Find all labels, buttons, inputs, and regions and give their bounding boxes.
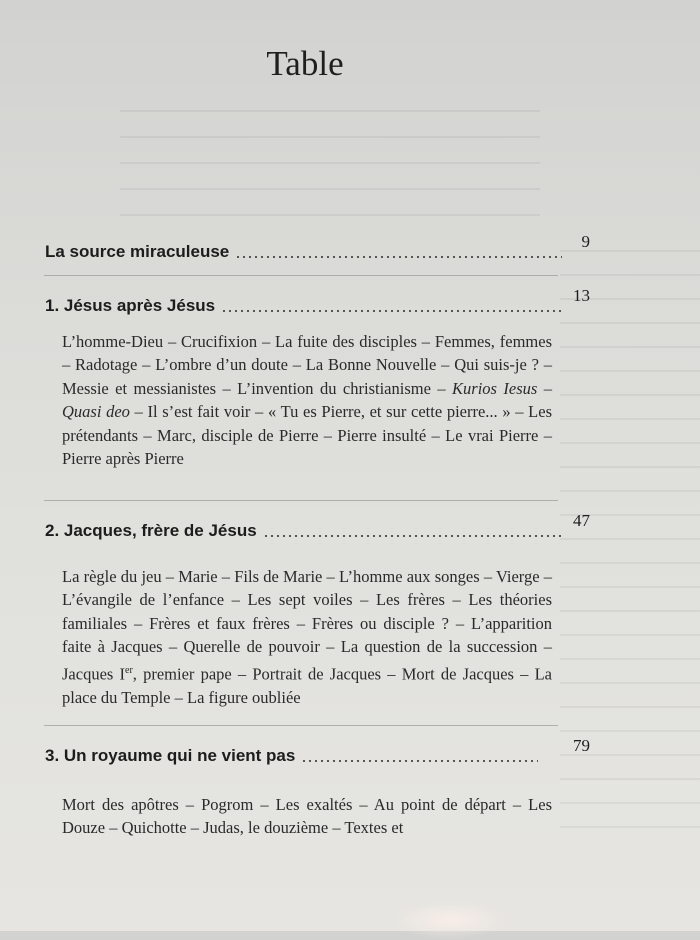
light-glare xyxy=(390,900,510,940)
ordinal-superscript: er xyxy=(125,664,133,676)
dot-leader xyxy=(221,310,562,312)
chapter-2-summary: La règle du jeu – Marie – Fils de Marie – L’homme aux songes – Vierge – L’évangile de l’enfance – Les sept voiles – Les frères – Les théories familiales – Frères et faux frères – Frères ou disciple ? – L’apparition faite à Jacques – Querelle de pouvoir – La question de la succession – Jacques Ier, premier pape – Portrait de Jacques – Mort de Jacques – La place du Temple – La figure oubliée xyxy=(62,567,552,707)
bleed-through-shading xyxy=(120,110,540,230)
toc-entry-chapter-2 xyxy=(45,511,590,541)
page-title: Table xyxy=(266,44,344,83)
toc-entry-label: 1. Jésus après Jésus xyxy=(45,296,216,315)
toc-entry-page-number: 79 xyxy=(573,736,590,755)
toc-entry-chapter-1 xyxy=(45,286,590,316)
toc-entry-source-miraculeuse xyxy=(45,232,590,262)
toc-entry-chapter-3 xyxy=(45,736,590,766)
greek-phrase: Kurios Iesus xyxy=(452,378,538,398)
dot-leader xyxy=(263,535,562,537)
toc-entry-label: 3. Un royaume qui ne vient pas xyxy=(45,746,296,765)
toc-entry-page-number: 13 xyxy=(573,286,590,305)
dot-leader xyxy=(235,256,562,258)
section-divider xyxy=(44,275,558,276)
chapter-1-summary: L’homme-Dieu – Crucifixion – La fuite des disciples – Femmes, femmes – Radotage – L’ombre d’un doute – La Bonne Nouvelle – Qui suis-je ? – Messie et messianistes – L’invention du christianisme – Kurios Iesus – Quasi deo – Il s’est fait voir – « Tu es Pierre, et sur cette pierre... » – Les prétendants – Marc, disciple de Pierre – Pierre insulté – Le vrai Pierre – Pierre après Pierre xyxy=(62,332,553,469)
toc-entry-label: 2. Jacques, frère de Jésus xyxy=(45,521,257,540)
toc-entry-page-number: 47 xyxy=(573,511,590,530)
toc-entry-page-number: 9 xyxy=(581,232,590,251)
chapter-3-summary: Mort des apôtres – Pogrom – Les exaltés – Au point de départ – Les Douze – Quichotte – Judas, le douzième – Textes et xyxy=(62,795,552,838)
section-divider xyxy=(44,500,558,501)
latin-phrase: Quasi deo xyxy=(62,402,130,422)
toc-entry-label: La source miraculeuse xyxy=(45,242,230,261)
dot-leader xyxy=(301,760,538,762)
section-divider xyxy=(44,725,558,726)
